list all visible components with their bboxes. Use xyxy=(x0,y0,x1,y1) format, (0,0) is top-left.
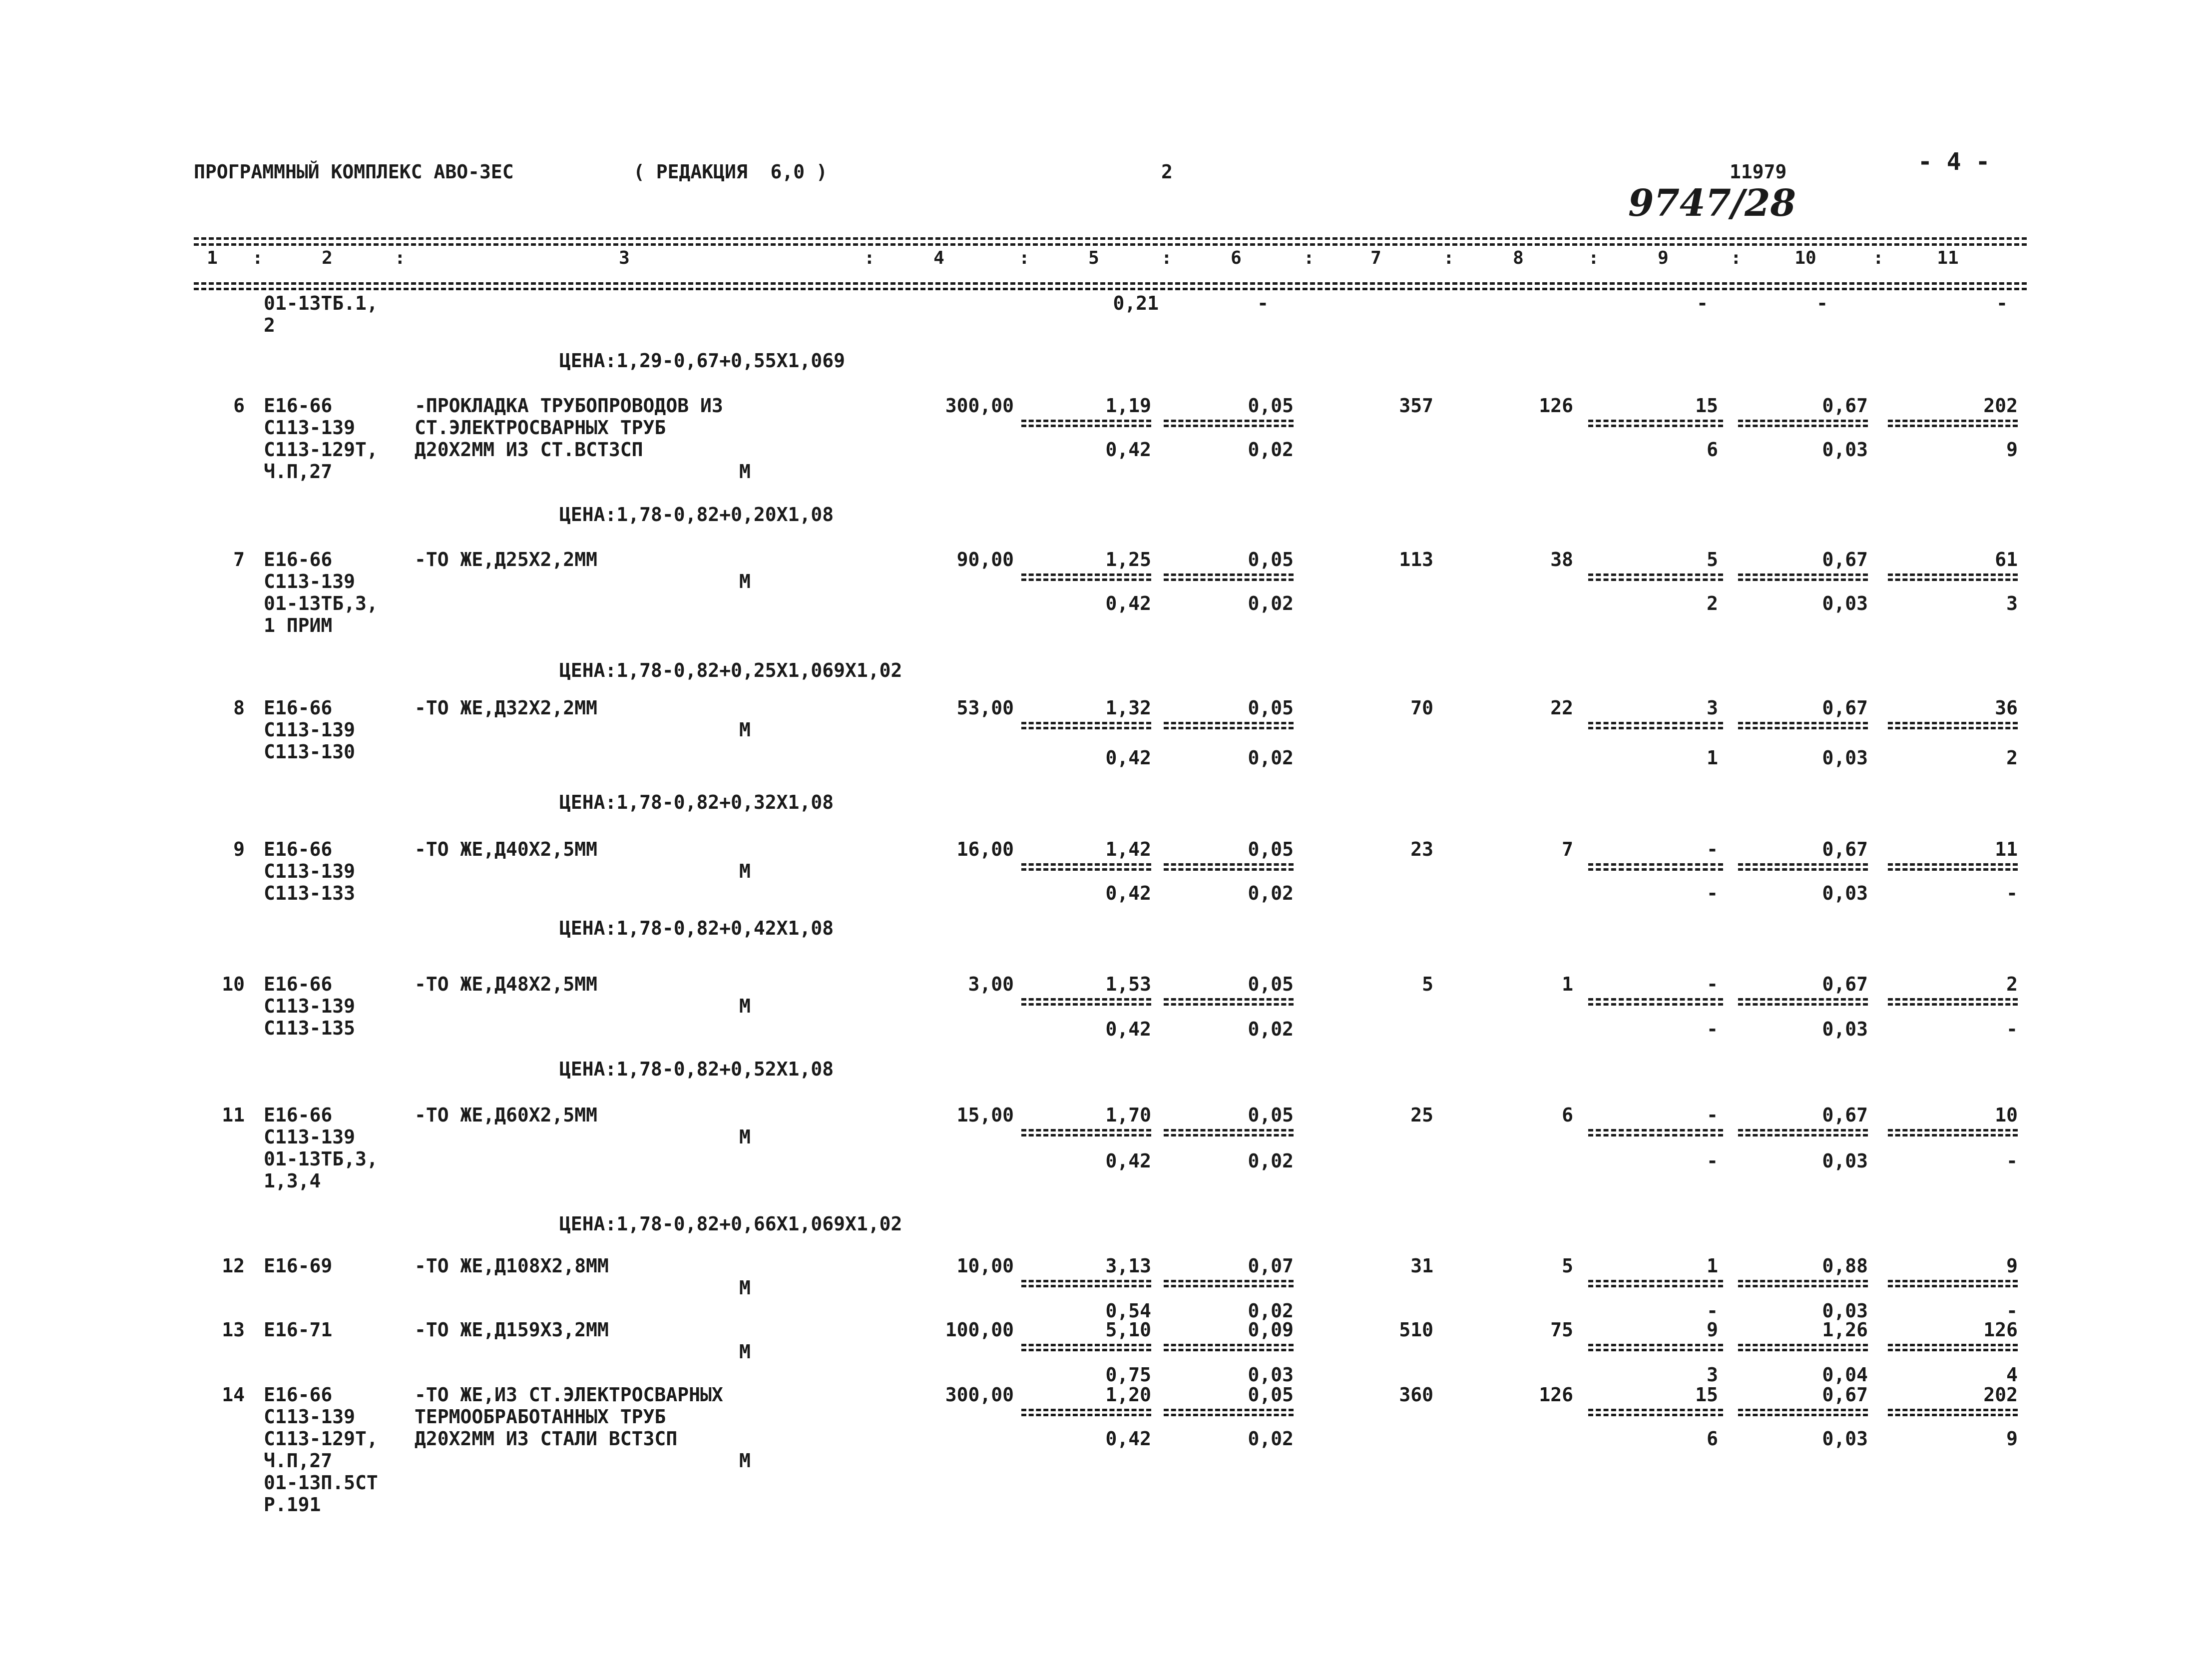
fraction-line xyxy=(1588,578,1723,581)
row-unit: М xyxy=(739,995,751,1017)
fraction-line xyxy=(1164,578,1294,581)
row-c10-bottom: 0,03 xyxy=(1822,882,1868,904)
fraction-line xyxy=(1588,1349,1723,1351)
row-c5-bottom: 0,42 xyxy=(1105,747,1151,769)
row-quantity: 3,00 xyxy=(968,973,1014,995)
row-c6-bottom: 0,02 xyxy=(1248,1150,1294,1172)
col-sep: : xyxy=(395,248,406,268)
row-quantity: 100,00 xyxy=(945,1319,1014,1341)
fraction-line xyxy=(1588,863,1723,866)
row-codes: Е16-66 С113-139 С113-129Т, Ч.П,27 xyxy=(264,395,378,483)
col-5: 5 xyxy=(1088,248,1099,268)
row-c6-top: 0,05 xyxy=(1248,973,1294,995)
row-number: 13 xyxy=(222,1319,245,1341)
fraction-line xyxy=(1888,578,2018,581)
row-c8: 126 xyxy=(1539,395,1573,417)
col-sep: : xyxy=(1588,248,1599,268)
row-c7: 360 xyxy=(1399,1384,1433,1406)
row-c11-bottom: 9 xyxy=(2006,439,2018,461)
edition-label: ( РЕДАКЦИЯ 6,0 ) xyxy=(633,161,828,183)
row-c11-top: 202 xyxy=(1983,1384,2018,1406)
row-codes: Е16-66 С113-139 С113-130 xyxy=(264,697,356,763)
row-description: -ТО ЖЕ,Д25Х2,2ММ xyxy=(415,549,598,570)
fraction-line xyxy=(1888,1409,2018,1411)
fraction-line xyxy=(1164,727,1294,729)
program-title: ПРОГРАММНЫЙ КОМПЛЕКС АВО-3ЕС xyxy=(194,161,514,183)
fraction-line xyxy=(1888,1129,2018,1131)
col-sep: : xyxy=(1443,248,1454,268)
row-c11-top: 11 xyxy=(1995,838,2018,860)
fraction-line xyxy=(1588,1409,1723,1411)
row-c6-bottom: 0,02 xyxy=(1248,1300,1294,1322)
row-c9-bottom: 2 xyxy=(1707,592,1718,614)
carry-c6: - xyxy=(1257,292,1269,314)
row-c9-top: - xyxy=(1707,1104,1718,1126)
fraction-line xyxy=(1588,425,1723,427)
row-codes: Е16-66 С113-139 01-13ТБ,3, 1 ПРИМ xyxy=(264,549,378,636)
fraction-line xyxy=(1888,1285,2018,1287)
fraction-line xyxy=(1738,425,1868,427)
header-rule-mid xyxy=(194,243,2027,246)
row-c5-top: 1,25 xyxy=(1105,549,1151,570)
row-number: 12 xyxy=(222,1255,245,1277)
row-number: 6 xyxy=(233,395,245,417)
row-c10-bottom: 0,03 xyxy=(1822,1428,1868,1450)
fraction-line xyxy=(1888,1003,2018,1006)
row-number: 10 xyxy=(222,973,245,995)
fraction-line xyxy=(1738,727,1868,729)
row-unit: М xyxy=(739,1277,751,1299)
col-sep: : xyxy=(1019,248,1030,268)
fraction-line xyxy=(1021,863,1151,866)
row-c5-bottom: 0,54 xyxy=(1105,1300,1151,1322)
row-description: -ТО ЖЕ,Д60Х2,5ММ xyxy=(415,1104,598,1126)
row-c7: 23 xyxy=(1410,838,1433,860)
row-c9-bottom: 6 xyxy=(1707,1428,1718,1450)
fraction-line xyxy=(1588,1003,1723,1006)
price-formula: ЦЕНА:1,78-0,82+0,42Х1,08 xyxy=(559,917,834,939)
col-sep: : xyxy=(864,248,875,268)
row-c10-top: 0,67 xyxy=(1822,549,1868,570)
row-c10-top: 1,26 xyxy=(1822,1319,1868,1341)
row-c11-bottom: - xyxy=(2006,882,2018,904)
col-11: 11 xyxy=(1937,248,1959,268)
row-c11-top: 36 xyxy=(1995,697,2018,719)
fraction-line xyxy=(1888,420,2018,422)
fraction-line xyxy=(1738,1349,1868,1351)
row-codes: Е16-71 xyxy=(264,1319,333,1341)
fraction-line xyxy=(1888,727,2018,729)
col-sep: : xyxy=(1161,248,1172,268)
fraction-line xyxy=(1888,868,2018,871)
row-c8: 7 xyxy=(1562,838,1573,860)
row-c6-top: 0,07 xyxy=(1248,1255,1294,1277)
fraction-line xyxy=(1164,1285,1294,1287)
carry-c5: 0,21 xyxy=(1113,292,1159,314)
fraction-line xyxy=(1164,1409,1294,1411)
fraction-line xyxy=(1588,722,1723,724)
row-c5-bottom: 0,42 xyxy=(1105,1018,1151,1040)
row-codes: Е16-66 С113-139 С113-133 xyxy=(264,838,356,904)
row-c9-top: - xyxy=(1707,838,1718,860)
fraction-line xyxy=(1738,863,1868,866)
row-codes: Е16-69 xyxy=(264,1255,333,1277)
row-codes: Е16-66 С113-139 С113-129Т, Ч.П,27 01-13П.5СТ Р.191 xyxy=(264,1384,378,1516)
row-c7: 31 xyxy=(1410,1255,1433,1277)
fraction-line xyxy=(1588,1414,1723,1416)
row-quantity: 90,00 xyxy=(956,549,1014,570)
fraction-line xyxy=(1164,868,1294,871)
row-c5-bottom: 0,42 xyxy=(1105,1150,1151,1172)
fraction-line xyxy=(1021,998,1151,1001)
row-c5-top: 1,19 xyxy=(1105,395,1151,417)
fraction-line xyxy=(1021,1003,1151,1006)
fraction-line xyxy=(1738,1414,1868,1416)
fraction-line xyxy=(1738,1344,1868,1346)
fraction-line xyxy=(1738,1280,1868,1282)
col-7: 7 xyxy=(1370,248,1381,268)
row-c10-bottom: 0,03 xyxy=(1822,1018,1868,1040)
fraction-line xyxy=(1021,1129,1151,1131)
fraction-line xyxy=(1888,425,2018,427)
row-c11-top: 126 xyxy=(1983,1319,2018,1341)
row-c9-bottom: 6 xyxy=(1707,439,1718,461)
carry-c9: - xyxy=(1697,292,1708,314)
row-c10-top: 0,67 xyxy=(1822,1384,1868,1406)
row-description: -ТО ЖЕ,Д108Х2,8ММ xyxy=(415,1255,609,1277)
row-c5-bottom: 0,42 xyxy=(1105,592,1151,614)
fraction-line xyxy=(1888,998,2018,1001)
fraction-line xyxy=(1738,998,1868,1001)
price-formula: ЦЕНА:1,78-0,82+0,52Х1,08 xyxy=(559,1058,834,1080)
row-description: -ТО ЖЕ,Д159Х3,2ММ xyxy=(415,1319,609,1341)
fraction-line xyxy=(1164,573,1294,576)
row-quantity: 300,00 xyxy=(945,1384,1014,1406)
row-unit: М xyxy=(739,1126,751,1148)
row-c10-top: 0,67 xyxy=(1822,395,1868,417)
row-description: -ТО ЖЕ,Д48Х2,5ММ xyxy=(415,973,598,995)
row-c10-bottom: 0,03 xyxy=(1822,747,1868,769)
row-c7: 113 xyxy=(1399,549,1433,570)
fraction-line xyxy=(1738,578,1868,581)
row-c11-bottom: 2 xyxy=(2006,747,2018,769)
row-c10-top: 0,67 xyxy=(1822,973,1868,995)
sheet-number: 2 xyxy=(1161,161,1173,183)
price-formula: ЦЕНА:1,78-0,82+0,25Х1,069Х1,02 xyxy=(559,659,902,681)
row-c9-top: 3 xyxy=(1707,697,1718,719)
row-quantity: 300,00 xyxy=(945,395,1014,417)
fraction-line xyxy=(1588,998,1723,1001)
row-c6-top: 0,05 xyxy=(1248,697,1294,719)
row-c11-top: 202 xyxy=(1983,395,2018,417)
row-c10-bottom: 0,04 xyxy=(1822,1364,1868,1386)
row-c6-top: 0,05 xyxy=(1248,549,1294,570)
row-c9-top: - xyxy=(1707,973,1718,995)
fraction-line xyxy=(1021,578,1151,581)
row-c11-bottom: 4 xyxy=(2006,1364,2018,1386)
carry-c10: - xyxy=(1816,292,1828,314)
fraction-line xyxy=(1738,573,1868,576)
row-quantity: 53,00 xyxy=(956,697,1014,719)
fraction-line xyxy=(1021,1285,1151,1287)
row-c6-top: 0,09 xyxy=(1248,1319,1294,1341)
row-c5-top: 1,20 xyxy=(1105,1384,1151,1406)
row-c10-bottom: 0,03 xyxy=(1822,1150,1868,1172)
row-c10-bottom: 0,03 xyxy=(1822,1300,1868,1322)
row-c11-top: 2 xyxy=(2006,973,2018,995)
row-codes: Е16-66 С113-139 01-13ТБ,3, 1,3,4 xyxy=(264,1104,378,1192)
row-description: -ПРОКЛАДКА ТРУБОПРОВОДОВ ИЗ СТ.ЭЛЕКТРОСВАРНЫХ ТРУБ Д20Х2ММ ИЗ СТ.ВСТ3СП xyxy=(415,395,723,461)
row-codes: Е16-66 С113-139 С113-135 xyxy=(264,973,356,1039)
fraction-line xyxy=(1021,727,1151,729)
page-number: - 4 - xyxy=(1918,148,1990,176)
row-c7: 5 xyxy=(1422,973,1433,995)
fraction-line xyxy=(1021,1134,1151,1136)
row-c7: 357 xyxy=(1399,395,1433,417)
row-unit: М xyxy=(739,860,751,882)
header-rule-bottom2 xyxy=(194,288,2027,290)
price-formula: ЦЕНА:1,78-0,82+0,66Х1,069Х1,02 xyxy=(559,1213,902,1235)
fraction-line xyxy=(1888,573,2018,576)
fraction-line xyxy=(1021,573,1151,576)
row-c10-top: 0,67 xyxy=(1822,838,1868,860)
fraction-line xyxy=(1888,1349,2018,1351)
row-c9-top: 15 xyxy=(1695,1384,1718,1406)
row-c5-top: 3,13 xyxy=(1105,1255,1151,1277)
col-sep: : xyxy=(1304,248,1315,268)
fraction-line xyxy=(1164,863,1294,866)
fraction-line xyxy=(1888,1344,2018,1346)
row-c11-bottom: - xyxy=(2006,1018,2018,1040)
row-c11-bottom: - xyxy=(2006,1300,2018,1322)
fraction-line xyxy=(1021,420,1151,422)
fraction-line xyxy=(1164,425,1294,427)
row-unit: М xyxy=(739,461,751,483)
fraction-line xyxy=(1738,1129,1868,1131)
row-number: 11 xyxy=(222,1104,245,1126)
fraction-line xyxy=(1588,1129,1723,1131)
row-unit: М xyxy=(739,1341,751,1363)
col-2: 2 xyxy=(322,248,333,268)
fraction-line xyxy=(1588,1344,1723,1346)
handwritten-note: 9747/28 xyxy=(1628,182,1796,225)
header-rule-top xyxy=(194,237,2027,240)
fraction-line xyxy=(1738,1003,1868,1006)
col-sep: : xyxy=(1731,248,1742,268)
row-c6-top: 0,05 xyxy=(1248,1104,1294,1126)
row-c5-bottom: 0,42 xyxy=(1105,1428,1151,1450)
fraction-line xyxy=(1021,1414,1151,1416)
row-c11-top: 10 xyxy=(1995,1104,2018,1126)
row-number: 7 xyxy=(233,549,245,570)
row-c9-top: 15 xyxy=(1695,395,1718,417)
fraction-line xyxy=(1588,573,1723,576)
fraction-line xyxy=(1588,1285,1723,1287)
row-c7: 510 xyxy=(1399,1319,1433,1341)
row-description: -ТО ЖЕ,Д40Х2,5ММ xyxy=(415,838,598,860)
col-sep: : xyxy=(252,248,263,268)
row-c6-top: 0,05 xyxy=(1248,395,1294,417)
row-unit: М xyxy=(739,719,751,741)
col-1: 1 xyxy=(207,248,218,268)
row-c5-bottom: 0,75 xyxy=(1105,1364,1151,1386)
row-c9-bottom: - xyxy=(1707,1150,1718,1172)
row-c9-bottom: 1 xyxy=(1707,747,1718,769)
col-8: 8 xyxy=(1513,248,1524,268)
row-number: 8 xyxy=(233,697,245,719)
row-c6-bottom: 0,02 xyxy=(1248,1428,1294,1450)
carry-c11: - xyxy=(1996,292,2008,314)
carry-code: 01-13ТБ.1, 2 xyxy=(264,292,378,336)
fraction-line xyxy=(1738,868,1868,871)
row-c9-top: 9 xyxy=(1707,1319,1718,1341)
col-9: 9 xyxy=(1658,248,1669,268)
header-rule-bottom xyxy=(194,282,2027,285)
fraction-line xyxy=(1888,1134,2018,1136)
row-c5-top: 1,70 xyxy=(1105,1104,1151,1126)
col-6: 6 xyxy=(1231,248,1242,268)
fraction-line xyxy=(1021,1409,1151,1411)
row-c11-bottom: 3 xyxy=(2006,592,2018,614)
row-c6-top: 0,05 xyxy=(1248,838,1294,860)
fraction-line xyxy=(1588,1134,1723,1136)
row-c6-bottom: 0,03 xyxy=(1248,1364,1294,1386)
row-c10-top: 0,88 xyxy=(1822,1255,1868,1277)
row-number: 14 xyxy=(222,1384,245,1406)
row-c5-top: 1,42 xyxy=(1105,838,1151,860)
row-c11-bottom: - xyxy=(2006,1150,2018,1172)
fraction-line xyxy=(1738,1134,1868,1136)
row-c10-top: 0,67 xyxy=(1822,1104,1868,1126)
row-c6-bottom: 0,02 xyxy=(1248,747,1294,769)
row-c9-top: 5 xyxy=(1707,549,1718,570)
row-c11-top: 61 xyxy=(1995,549,2018,570)
fraction-line xyxy=(1588,420,1723,422)
fraction-line xyxy=(1164,1003,1294,1006)
price-formula: ЦЕНА:1,78-0,82+0,32Х1,08 xyxy=(559,791,834,813)
row-c11-bottom: 9 xyxy=(2006,1428,2018,1450)
row-c6-bottom: 0,02 xyxy=(1248,592,1294,614)
row-c5-top: 5,10 xyxy=(1105,1319,1151,1341)
fraction-line xyxy=(1738,420,1868,422)
row-c11-top: 9 xyxy=(2006,1255,2018,1277)
col-sep: : xyxy=(1873,248,1884,268)
fraction-line xyxy=(1021,1349,1151,1351)
row-c7: 25 xyxy=(1410,1104,1433,1126)
row-number: 9 xyxy=(233,838,245,860)
row-c6-top: 0,05 xyxy=(1248,1384,1294,1406)
col-3: 3 xyxy=(619,248,630,268)
fraction-line xyxy=(1164,1134,1294,1136)
row-c7: 70 xyxy=(1410,697,1433,719)
fraction-line xyxy=(1164,1414,1294,1416)
row-c8: 22 xyxy=(1550,697,1573,719)
fraction-line xyxy=(1588,1280,1723,1282)
col-4: 4 xyxy=(933,248,944,268)
row-c9-bottom: - xyxy=(1707,1018,1718,1040)
row-c5-bottom: 0,42 xyxy=(1105,439,1151,461)
fraction-line xyxy=(1021,425,1151,427)
row-c9-bottom: - xyxy=(1707,1300,1718,1322)
price-formula: ЦЕНА:1,78-0,82+0,20Х1,08 xyxy=(559,504,834,526)
row-c10-top: 0,67 xyxy=(1822,697,1868,719)
row-c6-bottom: 0,02 xyxy=(1248,439,1294,461)
fraction-line xyxy=(1888,863,2018,866)
fraction-line xyxy=(1164,1344,1294,1346)
row-c8: 38 xyxy=(1550,549,1573,570)
row-c6-bottom: 0,02 xyxy=(1248,1018,1294,1040)
fraction-line xyxy=(1164,1280,1294,1282)
row-quantity: 10,00 xyxy=(956,1255,1014,1277)
row-c8: 126 xyxy=(1539,1384,1573,1406)
row-description: -ТО ЖЕ,Д32Х2,2ММ xyxy=(415,697,598,719)
row-c5-bottom: 0,42 xyxy=(1105,882,1151,904)
row-unit: М xyxy=(739,570,751,592)
fraction-line xyxy=(1021,722,1151,724)
fraction-line xyxy=(1021,1344,1151,1346)
row-c8: 6 xyxy=(1562,1104,1573,1126)
fraction-line xyxy=(1164,1129,1294,1131)
row-description: -ТО ЖЕ,ИЗ СТ.ЭЛЕКТРОСВАРНЫХ ТЕРМООБРАБОТАННЫХ ТРУБ Д20Х2ММ ИЗ СТАЛИ ВСТ3СП xyxy=(415,1384,723,1450)
fraction-line xyxy=(1738,1285,1868,1287)
fraction-line xyxy=(1888,722,2018,724)
col-10: 10 xyxy=(1794,248,1816,268)
fraction-line xyxy=(1164,1349,1294,1351)
document-number: 11979 xyxy=(1730,161,1787,183)
row-c6-bottom: 0,02 xyxy=(1248,882,1294,904)
fraction-line xyxy=(1738,722,1868,724)
row-c9-bottom: 3 xyxy=(1707,1364,1718,1386)
row-quantity: 15,00 xyxy=(956,1104,1014,1126)
row-c5-top: 1,32 xyxy=(1105,697,1151,719)
fraction-line xyxy=(1021,1280,1151,1282)
fraction-line xyxy=(1888,1414,2018,1416)
row-unit: М xyxy=(739,1450,751,1472)
fraction-line xyxy=(1164,722,1294,724)
row-c9-bottom: - xyxy=(1707,882,1718,904)
fraction-line xyxy=(1588,727,1723,729)
fraction-line xyxy=(1888,1280,2018,1282)
row-c9-top: 1 xyxy=(1707,1255,1718,1277)
row-c10-bottom: 0,03 xyxy=(1822,439,1868,461)
row-c5-top: 1,53 xyxy=(1105,973,1151,995)
fraction-line xyxy=(1588,868,1723,871)
fraction-line xyxy=(1164,998,1294,1001)
row-c8: 75 xyxy=(1550,1319,1573,1341)
fraction-line xyxy=(1738,1409,1868,1411)
price-formula: ЦЕНА:1,29-0,67+0,55Х1,069 xyxy=(559,350,845,372)
fraction-line xyxy=(1021,868,1151,871)
row-c10-bottom: 0,03 xyxy=(1822,592,1868,614)
row-c8: 5 xyxy=(1562,1255,1573,1277)
row-c8: 1 xyxy=(1562,973,1573,995)
fraction-line xyxy=(1164,420,1294,422)
row-quantity: 16,00 xyxy=(956,838,1014,860)
